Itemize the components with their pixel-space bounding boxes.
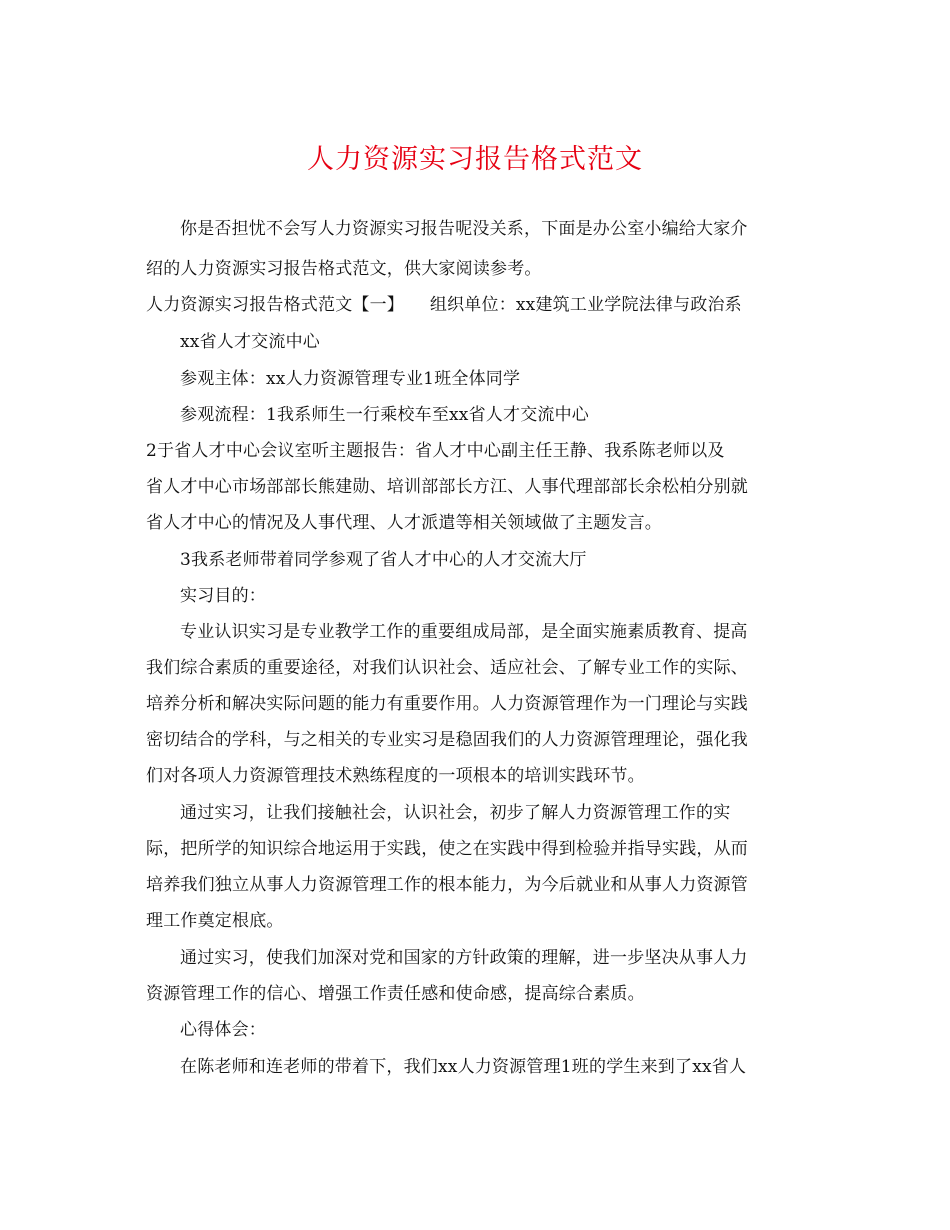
body-line: 在陈老师和连老师的带着下，我们xx人力资源管理1班的学生来到了xx省人 xyxy=(180,1057,747,1077)
body-line: 省人才中心市场部部长熊建勋、培训部部长方江、人事代理部部长余松柏分别就 xyxy=(146,477,748,497)
body-line: xx省人才交流中心 xyxy=(180,332,320,352)
body-line: 培养我们独立从事人力资源管理工作的根本能力，为今后就业和从事人力资源管 xyxy=(146,875,748,895)
body-line: 培养分析和解决实际问题的能力有重要作用。人力资源管理作为一门理论与实践 xyxy=(146,694,748,714)
body-line: 绍的人力资源实习报告格式范文，供大家阅读参考。 xyxy=(146,259,542,279)
body-line: 2于省人才中心会议室听主题报告：省人才中心副主任王静、我系陈老师以及 xyxy=(146,441,725,461)
body-line: 3我系老师带着同学参观了省人才中心的人才交流大厅 xyxy=(180,550,587,570)
body-line: 资源管理工作的信心、增强工作责任感和使命感，提高综合素质。 xyxy=(146,984,645,1004)
body-line: 参观主体：xx人力资源管理专业1班全体同学 xyxy=(180,369,521,389)
body-line: 实习目的： xyxy=(180,586,266,606)
body-line: 际，把所学的知识综合地运用于实践，使之在实践中得到检验并指导实践，从而 xyxy=(146,839,748,859)
body-line: 密切结合的学科，与之相关的专业实习是稳固我们的人力资源管理理论，强化我 xyxy=(146,730,748,750)
body-line: 参观流程：1我系师生一行乘校车至xx省人才交流中心 xyxy=(180,405,589,425)
body-line: 专业认识实习是专业教学工作的重要组成局部，是全面实施素质教育、提高 xyxy=(180,622,748,642)
body-line: 我们综合素质的重要途径，对我们认识社会、适应社会、了解专业工作的实际、 xyxy=(146,658,748,678)
body-line: 你是否担忧不会写人力资源实习报告呢没关系，下面是办公室小编给大家介 xyxy=(180,219,748,239)
body-line: 省人才中心的情况及人事代理、人才派遣等相关领域做了主题发言。 xyxy=(146,513,662,533)
body-line: 通过实习，使我们加深对党和国家的方针政策的理解，进一步坚决从事人力 xyxy=(180,948,748,968)
body-line: 心得体会： xyxy=(180,1020,266,1040)
body-line: 通过实习，让我们接触社会，认识社会，初步了解人力资源管理工作的实 xyxy=(180,803,731,823)
document-title: 人力资源实习报告格式范文 xyxy=(307,144,643,175)
body-line: 们对各项人力资源管理技术熟练程度的一项根本的培训实践环节。 xyxy=(146,766,645,786)
body-line: 人力资源实习报告格式范文【一】 组织单位：xx建筑工业学院法律与政治系 xyxy=(146,295,742,315)
body-line: 理工作奠定根底。 xyxy=(146,911,284,931)
